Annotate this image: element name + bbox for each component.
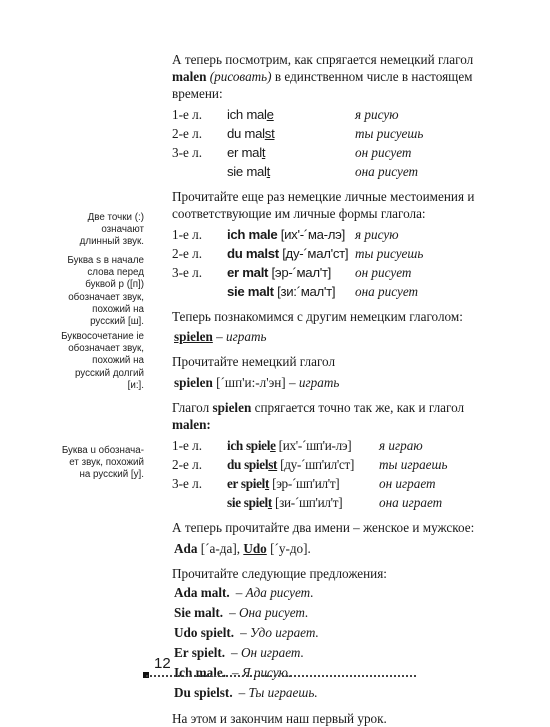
dash: – — [212, 329, 227, 344]
list-item — [174, 644, 484, 664]
side-note-long-vowel — [44, 212, 144, 249]
transcription: [´а-да], — [197, 541, 244, 556]
read-verb-line — [172, 374, 484, 391]
german-form: du mal — [227, 126, 265, 141]
person-label: 3-е л. — [172, 145, 203, 160]
person-label: 1-е л. — [172, 438, 203, 453]
ending-underlined: st — [268, 457, 278, 472]
names-paragraph: А теперь прочитайте два имени – женское и мужское: — [172, 520, 475, 535]
side-note-letter-u — [44, 445, 144, 482]
person-label: 1-е л. — [172, 227, 203, 242]
side-note-letter-s — [44, 255, 144, 328]
side-note-line: похожий на — [92, 355, 144, 367]
russian-sentence: – Он играет. — [231, 645, 304, 660]
verb-malen: malen — [172, 69, 207, 84]
page-number: 12 — [154, 655, 171, 672]
side-note-line: ет звук, похожий — [69, 457, 144, 469]
german-sentence: Udo spielt. — [174, 625, 235, 640]
russian-sentence: – Ада рисует. — [235, 585, 314, 600]
list-item — [174, 664, 484, 684]
sentences-list — [174, 584, 484, 704]
german-form: sie mal — [227, 164, 267, 179]
conj-note-paragraph — [172, 399, 484, 433]
russian-translation: она рисует — [355, 164, 419, 179]
side-note-line: обозначает звук, — [68, 291, 144, 303]
note-text: Глагол — [172, 400, 213, 415]
transcription: [ду-´шп'ил'ст] — [277, 457, 355, 472]
verb-spielen: spielen — [174, 329, 213, 344]
transcription: [ду-´мал'ст] — [278, 246, 349, 261]
read-again-paragraph: Прочитайте еще раз немецкие личные местоимения и соответствующие им личные формы глагола: — [172, 189, 475, 221]
intro-paragraph — [172, 51, 484, 102]
german-form: er malt — [227, 265, 269, 280]
new-verb-paragraph — [172, 308, 484, 325]
russian-translation: она играет — [379, 495, 443, 510]
german-form: du spiel — [227, 457, 269, 472]
transcription: [эр-´шп'ил'т] — [269, 476, 340, 491]
footer-dotted-line — [146, 675, 416, 677]
list-item — [174, 624, 484, 644]
transcription: [´у-до]. — [266, 541, 311, 556]
transcription: [зи:´мал'т] — [273, 284, 336, 299]
person-label: 2-е л. — [172, 246, 203, 261]
verb-spielen: spielen — [212, 400, 252, 415]
list-item — [174, 684, 484, 704]
russian-sentence: – Она рисует. — [229, 605, 309, 620]
russian-translation: он играет — [379, 476, 436, 491]
intro-text-rest: в единственном числе в настоящем времени: — [172, 69, 473, 101]
side-note-line: слова перед — [87, 267, 144, 279]
note-text: спрягается точно так же, как и глагол — [251, 400, 465, 415]
german-sentence: Ada malt. — [174, 585, 230, 600]
ending-underlined: t — [261, 145, 266, 160]
transcription: [их'-´ма-лэ] — [277, 227, 345, 242]
side-note-line: Буквосочетание ie — [61, 331, 144, 342]
new-verb-text: Теперь познакомимся с другим немецким глаголом: — [172, 309, 463, 324]
russian-translation: ты рисуешь — [355, 126, 424, 141]
person-label: 2-е л. — [172, 457, 203, 472]
russian-translation: ты рисуешь — [355, 246, 424, 261]
name-udo: Udo — [243, 541, 267, 556]
person-label: 3-е л. — [172, 476, 203, 491]
intro-text: А теперь посмотрим, как спрягается немецкий глагол — [172, 52, 474, 67]
side-note-line: на русский [у]. — [79, 469, 144, 481]
ending-underlined: e — [270, 438, 276, 453]
side-note-line: буквой p ([п]) — [85, 279, 144, 291]
ending-underlined: t — [265, 476, 270, 491]
name-ada: Ada — [174, 541, 198, 556]
table-row — [172, 494, 484, 513]
names-line — [172, 540, 484, 557]
table-row — [172, 437, 484, 456]
list-item — [174, 584, 484, 604]
russian-translation: ты играешь — [379, 457, 448, 472]
russian-translation: она рисует — [355, 284, 419, 299]
side-note-line: Буква u обознача- — [61, 445, 144, 456]
table-row — [172, 456, 484, 475]
table-row — [172, 226, 484, 245]
ending-underlined: t — [267, 495, 272, 510]
conjugation-table-transcription — [172, 226, 484, 302]
table-row — [172, 264, 484, 283]
german-sentence: Sie malt. — [174, 605, 224, 620]
side-note-line: похожий на — [92, 303, 144, 315]
russian-translation: я рисую — [355, 227, 399, 242]
german-sentence: Du spielst. — [174, 685, 233, 700]
russian-translation: я рисую — [355, 107, 399, 122]
side-note-line: означают — [101, 224, 144, 236]
table-row — [172, 245, 484, 264]
russian-translation: он рисует — [355, 265, 412, 280]
transcription: [их'-´шп'и-лэ] — [275, 438, 352, 453]
verb-spielen: spielen — [174, 375, 213, 390]
russian-translation: я играю — [379, 438, 423, 453]
russian-sentence: – Удо играет. — [240, 625, 319, 640]
german-form: sie spiel — [227, 495, 268, 510]
german-form: sie malt — [227, 284, 274, 299]
side-note-line: Две точки (:) — [87, 212, 144, 223]
side-note-line: обозначает звук, — [68, 343, 144, 355]
table-row — [172, 106, 484, 125]
verb-meaning: играть — [298, 375, 340, 390]
table-row — [172, 475, 484, 494]
table-row — [172, 144, 484, 163]
main-text — [172, 51, 484, 727]
side-note-ie — [44, 331, 144, 392]
transcription: [зи-´шп'ил'т] — [272, 495, 343, 510]
conjugation-table-spielen — [172, 437, 484, 513]
table-row — [172, 125, 484, 144]
german-form: ich male — [227, 227, 278, 242]
new-verb-line — [172, 328, 484, 345]
table-row — [172, 163, 484, 182]
german-form: er spiel — [227, 476, 266, 491]
german-form: ich spiel — [227, 438, 271, 453]
person-label: 1-е л. — [172, 107, 203, 122]
side-note-line: длинный звук. — [79, 236, 144, 248]
sentences-intro: Прочитайте следующие предложения: — [172, 566, 387, 581]
conjugation-table-malen — [172, 106, 484, 182]
side-note-line: Буква s в начале — [67, 255, 144, 266]
verb-translation: (рисовать) — [209, 69, 272, 84]
german-form: du malst — [227, 246, 279, 261]
side-note-line: русский долгий — [74, 367, 144, 379]
ending-paragraph: На этом и закончим наш первый урок. — [172, 711, 387, 726]
german-form: ich mal — [227, 107, 267, 122]
verb-malen: malen: — [172, 417, 211, 432]
transcription: [эр-´мал'т] — [268, 265, 332, 280]
transcription: [´шп'и:-л'эн] – — [212, 375, 299, 390]
person-label: 2-е л. — [172, 126, 203, 141]
list-item — [174, 604, 484, 624]
table-row — [172, 283, 484, 302]
person-label: 3-е л. — [172, 265, 203, 280]
side-note-line: [и:]. — [127, 379, 144, 391]
russian-sentence: – Ты играешь. — [238, 685, 318, 700]
russian-translation: он рисует — [355, 145, 412, 160]
verb-meaning: играть — [226, 329, 267, 344]
german-sentence: Ich male. — [174, 665, 227, 680]
german-sentence: Er spielt. — [174, 645, 226, 660]
ending-underlined: t — [266, 164, 271, 179]
ending-underlined: e — [266, 107, 274, 122]
russian-sentence: – Я рисую. — [232, 665, 292, 680]
german-form: er mal — [227, 145, 262, 160]
read-verb-paragraph: Прочитайте немецкий глагол — [172, 354, 336, 369]
side-note-line: русский [ш]. — [90, 316, 144, 328]
ending-underlined: st — [264, 126, 275, 141]
